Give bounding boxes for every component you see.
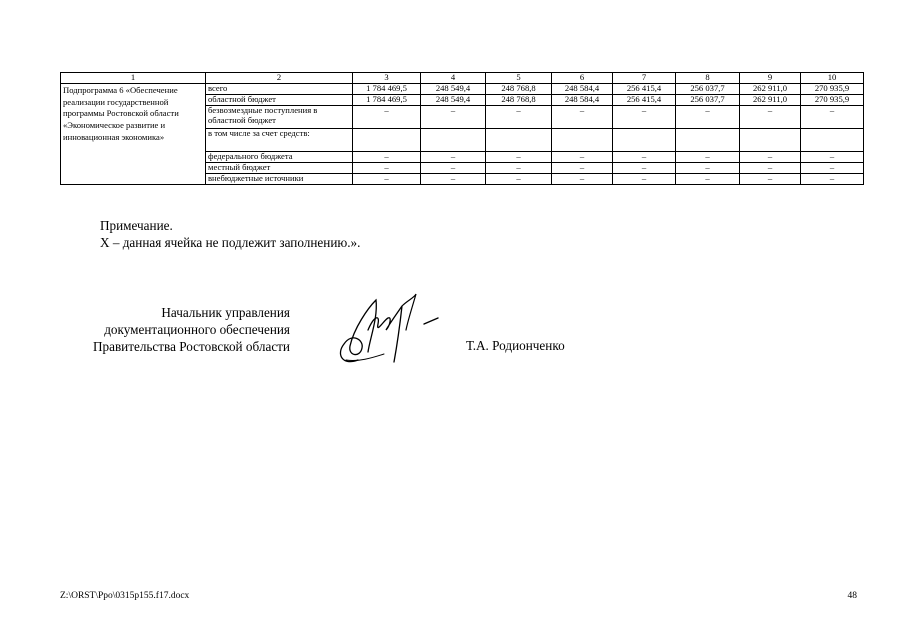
table-cell: 262 911,0 — [740, 95, 801, 106]
subprogram-name: Подпрограмма 6 «Обеспечение реализации государственной программы Ростовской области «Экономическое развитие и инновационная экономика» — [61, 84, 206, 185]
table-cell: – — [552, 106, 613, 129]
table-cell: – — [740, 174, 801, 185]
table-cell — [740, 129, 801, 152]
table-cell: – — [801, 106, 864, 129]
table-cell: – — [486, 106, 552, 129]
handwritten-signature — [328, 290, 448, 375]
page-number: 48 — [847, 591, 857, 601]
table-cell: – — [552, 174, 613, 185]
position-line: Правительства Ростовской области — [92, 339, 290, 354]
table-cell: – — [676, 163, 740, 174]
signatory-position — [55, 304, 290, 355]
table-cell: 248 549,4 — [421, 84, 486, 95]
table-cell: – — [613, 106, 676, 129]
table-cell: 270 935,9 — [801, 84, 864, 95]
budget-table-body — [61, 73, 864, 185]
table-cell: 256 415,4 — [613, 95, 676, 106]
table-cell — [353, 129, 421, 152]
table-header-row — [61, 73, 864, 84]
note-block — [100, 217, 360, 251]
table-cell: – — [613, 152, 676, 163]
table-cell: – — [421, 152, 486, 163]
table-cell: – — [552, 152, 613, 163]
table-cell: – — [801, 152, 864, 163]
position-line: Начальник управления — [161, 305, 290, 320]
table-cell: – — [486, 174, 552, 185]
table-cell: 256 037,7 — [676, 84, 740, 95]
column-number: 9 — [740, 73, 801, 84]
table-cell: – — [676, 106, 740, 129]
table-cell: – — [421, 163, 486, 174]
column-number: 4 — [421, 73, 486, 84]
table-cell: – — [421, 106, 486, 129]
table-cell: – — [740, 163, 801, 174]
column-number: 6 — [552, 73, 613, 84]
table-cell: – — [486, 163, 552, 174]
table-cell: 248 768,8 — [486, 84, 552, 95]
table-cell: – — [421, 174, 486, 185]
table-cell: – — [801, 163, 864, 174]
table-cell: – — [740, 152, 801, 163]
funding-source: внебюджетные источники — [206, 174, 353, 185]
table-cell — [613, 129, 676, 152]
table-cell — [486, 129, 552, 152]
table-cell: 270 935,9 — [801, 95, 864, 106]
table-cell: – — [353, 106, 421, 129]
table-cell: 248 584,4 — [552, 95, 613, 106]
table-cell: – — [353, 163, 421, 174]
file-path: Z:\ORST\Ppo\0315p155.f17.docx — [60, 591, 190, 601]
funding-source: безвозмездные поступления в областной бюджет — [206, 106, 353, 129]
column-number: 1 — [61, 73, 206, 84]
column-number: 10 — [801, 73, 864, 84]
table-cell — [801, 129, 864, 152]
table-cell: 248 584,4 — [552, 84, 613, 95]
budget-table — [60, 72, 864, 185]
table-cell: 256 415,4 — [613, 84, 676, 95]
table-row — [61, 84, 864, 95]
table-cell: 262 911,0 — [740, 84, 801, 95]
table-cell: – — [353, 152, 421, 163]
table-cell: 1 784 469,5 — [353, 95, 421, 106]
funding-source: федерального бюджета — [206, 152, 353, 163]
table-cell: – — [740, 106, 801, 129]
table-cell — [676, 129, 740, 152]
table-cell: – — [676, 152, 740, 163]
position-line: документационного обеспечения — [104, 322, 290, 337]
table-cell: 256 037,7 — [676, 95, 740, 106]
table-cell — [552, 129, 613, 152]
table-cell — [421, 129, 486, 152]
note-title: Примечание. — [100, 218, 173, 233]
table-cell: – — [353, 174, 421, 185]
funding-source: местный бюджет — [206, 163, 353, 174]
funding-source: всего — [206, 84, 353, 95]
table-cell: 248 768,8 — [486, 95, 552, 106]
column-number: 8 — [676, 73, 740, 84]
signer-name: Т.А. Родионченко — [466, 338, 565, 353]
table-cell: – — [613, 174, 676, 185]
table-cell: – — [676, 174, 740, 185]
column-number: 5 — [486, 73, 552, 84]
note-text: Х – данная ячейка не подлежит заполнению.». — [100, 235, 361, 250]
table-cell: 248 549,4 — [421, 95, 486, 106]
table-cell: 1 784 469,5 — [353, 84, 421, 95]
column-number: 2 — [206, 73, 353, 84]
column-number: 3 — [353, 73, 421, 84]
funding-source: в том числе за счет средств: — [206, 129, 353, 152]
funding-source: областной бюджет — [206, 95, 353, 106]
column-number: 7 — [613, 73, 676, 84]
table-cell: – — [552, 163, 613, 174]
table-cell: – — [613, 163, 676, 174]
table-cell: – — [486, 152, 552, 163]
table-cell: – — [801, 174, 864, 185]
